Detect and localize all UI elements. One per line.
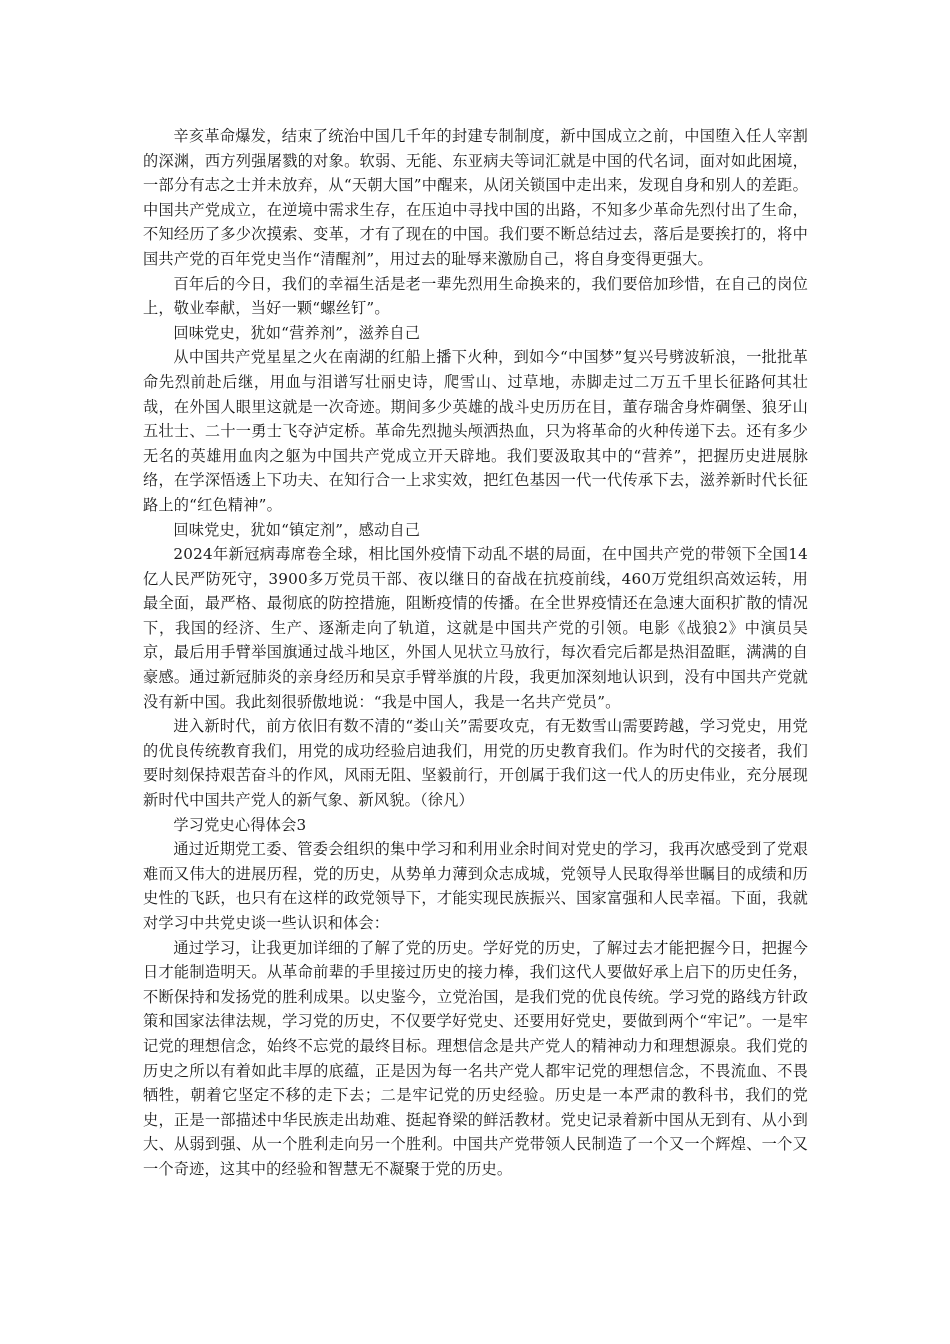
paragraph-study-intro: 通过近期党工委、管委会组织的集中学习和利用业余时间对党史的学习，我再次感受到了党艰难而又伟大的进展历程，党的历史，从势单力薄到众志成城，党领导人民取得举世瞩目的成绩和历史性的飞跃，也只有在这样的政党领导下，才能实现民族振兴、国家富强和人民幸福。下面，我就对学习中共党史谈一些认识和体会：	[143, 840, 808, 932]
section-heading-nutrient: 回味党史，犹如“营养剂”，滋养自己	[173, 323, 421, 342]
section-heading-sedative: 回味党史，犹如“镇定剂”，感动自己	[173, 520, 421, 539]
document-body	[143, 124, 808, 1182]
paragraph-new-era: 进入新时代，前方依旧有数不清的“娄山关”需要攻克，有无数雪山需要跨越，学习党史，用党的优良传统教育我们，用党的成功经验启迪我们，用党的历史教育我们。作为时代的交接者，我们要时刻保持艰苦奋斗的作风，风雨无阻、坚毅前行，开创属于我们这一代人的历史伟业，充分展现新时代中国共产党人的新气象、新风貌。（徐凡）	[143, 717, 808, 810]
paragraph-nutrient: 从中国共产党星星之火在南湖的红船上播下火种，到如今“中国梦”复兴号劈波斩浪，一批批革命先烈前赴后继，用血与泪谱写壮丽史诗，爬雪山、过草地，赤脚走过二万五千里长征路何其壮哉，在外国人眼里这就是一次奇迹。期间多少英雄的战斗史历历在目，董存瑞舍身炸碉堡、狼牙山五壮士、二十一勇士飞夺泸定桥。革命先烈抛头颅洒热血，只为将革命的火种传递下去。还有多少无名的英雄用血肉之躯为中国共产党成立开天辟地。我们要汲取其中的“营养”，把握历史进展脉络，在学深悟透上下功夫、在知行合一上求实效，把红色基因一代一代传承下去，滋养新时代长征路上的“红色精神”。	[143, 348, 808, 514]
paragraph-intro: 辛亥革命爆发，结束了统治中国几千年的封建专制制度，新中国成立之前，中国堕入任人宰割的深渊，西方列强屠戮的对象。软弱、无能、东亚病夫等词汇就是中国的代名词，面对如此困境，一部分有志之士并未放弃，从“天朝大国”中醒来，从闭关锁国中走出来，发现自身和别人的差距。中国共产党成立，在逆境中需求生存，在压迫中寻找中国的出路，不知多少革命先烈付出了生命，不知经历了多少次摸索、变革，才有了现在的中国。我们要不断总结过去，落后是要挨打的，将中国共产党的百年党史当作“清醒剂”，用过去的耻辱来激励自己，将自身变得更强大。	[143, 127, 808, 268]
section-title-experience-3: 学习党史心得体会3	[173, 815, 307, 834]
paragraph-cherish: 百年后的今日，我们的幸福生活是老一辈先烈用生命换来的，我们要倍加珍惜，在自己的岗位上，敬业奉献，当好一颗“螺丝钉”。	[143, 274, 808, 318]
paragraph-pandemic: 2024年新冠病毒席卷全球，相比国外疫情下动乱不堪的局面，在中国共产党的带领下全国14亿人民严防死守，3900多万党员干部、夜以继日的奋战在抗疫前线，460万党组织高效运转，用最全面，最严格、最彻底的防控措施，阻断疫情的传播。在全世界疫情还在急速大面积扩散的情况下，我国的经济、生产、逐渐走向了轨道，这就是中国共产党的引领。电影《战狼2》中演员吴京，最后用手臂举国旗通过战斗地区，外国人见状立马放行，每次看完后都是热泪盈眶，满满的自豪感。通过新冠肺炎的亲身经历和吴京手臂举旗的片段，我更加深刻地认识到，没有中国共产党就没有新中国。我此刻很骄傲地说：“我是中国人，我是一名共产党员”。	[143, 545, 808, 711]
paragraph-study-detail: 通过学习，让我更加详细的了解了党的历史。学好党的历史，了解过去才能把握今日，把握今日才能制造明天。从革命前辈的手里接过历史的接力棒，我们这代人要做好承上启下的历史任务，不断保持和发扬党的胜利成果。以史鉴今，立党治国，是我们党的优良传统。学习党的路线方针政策和国家法律法规，学习党的历史，不仅要学好党史、还要用好党史，要做到两个“牢记”。一是牢记党的理想信念，始终不忘党的最终目标。理想信念是共产党人的精神动力和理想源泉。我们党的历史之所以有着如此丰厚的底蕴，正是因为每一名共产党人都牢记党的理想信念，不畏流血、不畏牺牲，朝着它坚定不移的走下去；二是牢记党的历史经验。历史是一本严肃的教科书，我们的党史，正是一部描述中华民族走出劫难、挺起脊梁的鲜活教材。党史记录着新中国从无到有、从小到大、从弱到强、从一个胜利走向另一个胜利。中国共产党带领人民制造了一个又一个辉煌、一个又一个奇迹，这其中的经验和智慧无不凝聚于党的历史。	[143, 938, 808, 1178]
